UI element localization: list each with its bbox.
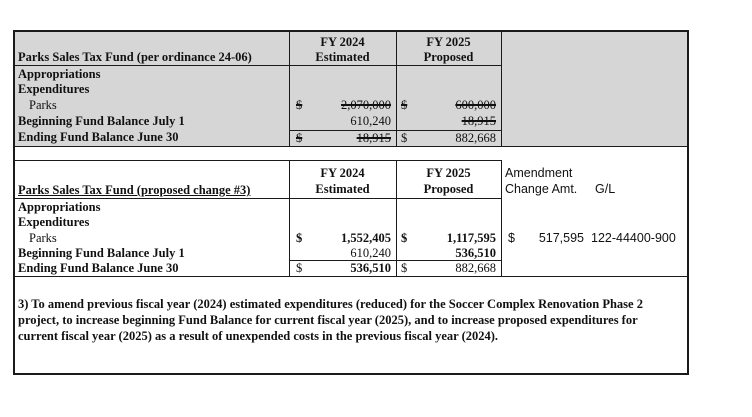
table1-beginning-label: Beginning Fund Balance July 1 [18,114,185,128]
table2-header-rule [15,198,501,199]
table1-ending-2025: 882,668 [455,131,496,145]
table1-ending-2024: 18,915 [356,131,391,145]
table1-col2-header-line1: FY 2025 [426,35,471,49]
amendment-note: 3) To amend previous fiscal year (2024) estimated expenditures (reduced) for the Soccer Complex Renovation Phase 2 project, to increase beginning Fund Balance for current fiscal year (2025), and to increase proposed expenditures for current fiscal year (2025) as a result of unexpended costs in the previous fiscal year (2024). [18,297,643,343]
table1-divider [501,32,502,146]
table2-expenditures-label: Expenditures [18,215,90,229]
table2-amendment-currency: $ [508,231,515,245]
table1-parks-label: Parks [29,98,57,112]
table2-amendment-header-line1: Amendment [505,166,573,180]
budget-document [13,30,689,375]
table1-header-rule [15,65,501,66]
table1-col2-header-line2: Proposed [423,50,474,64]
table2-beginning-label: Beginning Fund Balance July 1 [18,246,185,260]
table2-parks-2025-currency: $ [401,231,408,245]
table2-top-rule [15,160,501,161]
table2-ending-label: Ending Fund Balance June 30 [18,261,179,275]
table1-ending-2024-currency: $ [296,131,303,145]
table2-gl-header: G/L [595,182,616,196]
table2-ending-2025-currency: $ [401,261,408,275]
table2-ending-2025: 882,668 [455,261,496,275]
table2-amendment-header-line2: Change Amt. [505,182,578,196]
table1-expenditures-label: Expenditures [18,82,90,96]
table2-ending-2024: 536,510 [350,261,391,275]
table2-col1-header-line1: FY 2024 [320,166,365,180]
table2-ending-2024-currency: $ [296,261,303,275]
table2-col1-header-line2: Estimated [315,182,370,196]
table2-col2-header-line2: Proposed [423,182,474,196]
table2-col2-header-line1: FY 2025 [426,166,471,180]
table2-beginning-2024: 610,240 [350,246,391,260]
table2-parks-2025: 1,117,595 [446,231,496,245]
table1-parks-2024: 2,070,000 [341,98,391,112]
table1-parks-2025: 600,000 [455,98,496,112]
table1-beginning-2024: 610,240 [350,114,391,128]
table1-parks-2025-currency: $ [401,98,408,112]
table2-appropriations-label: Appropriations [18,200,101,214]
table1-appropriations-label: Appropriations [18,67,101,81]
table1-beginning-2025: 18,915 [461,114,496,128]
table2-title: Parks Sales Tax Fund (proposed change #3) [18,183,251,197]
table1-ending-label: Ending Fund Balance June 30 [18,130,179,144]
table2-bottom-rule [15,276,687,277]
table2-gl-code: 122-44400-900 [591,231,676,245]
table1-col1-header-line1: FY 2024 [320,35,365,49]
table2-parks-2024-currency: $ [296,231,303,245]
table1-col1-header-line2: Estimated [315,50,370,64]
table2-parks-2024: 1,552,405 [341,231,391,245]
table1-title: Parks Sales Tax Fund (per ordinance 24-06) [18,50,252,64]
table1-parks-2024-currency: $ [296,98,303,112]
table2-amendment-amount: 517,595 [538,231,584,245]
table2-divider [501,160,502,276]
table2-parks-label: Parks [29,231,57,245]
table2-beginning-2025: 536,510 [455,246,496,260]
table1-bottom-rule [15,146,687,147]
table1-ending-2025-currency: $ [401,131,408,145]
